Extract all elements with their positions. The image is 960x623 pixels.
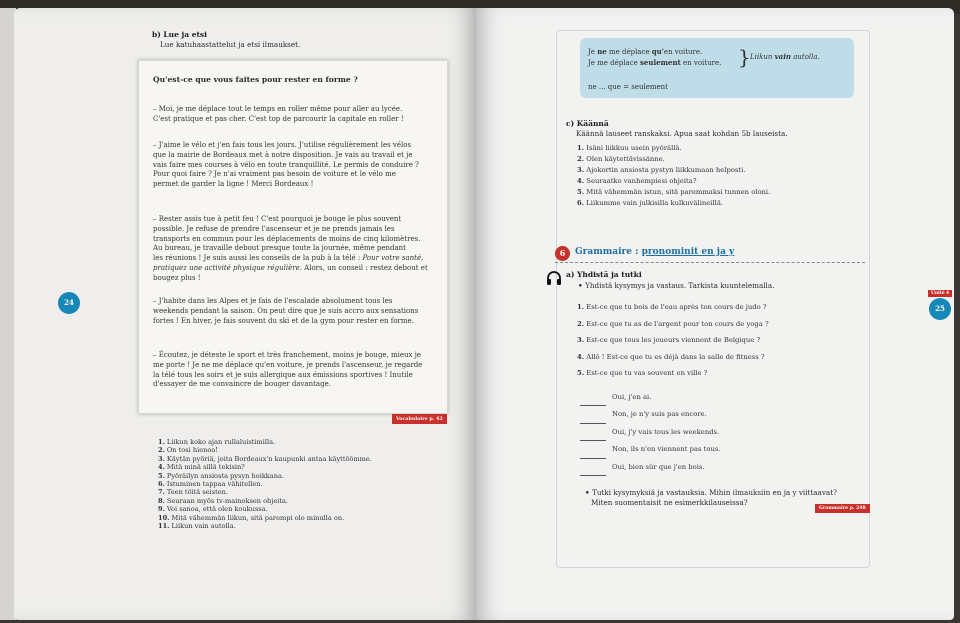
list-item: 7. Teen töitä seisten. [158, 488, 229, 497]
list-item: 3. Est-ce que tous les joueurs viennent de Belgique ? [577, 336, 761, 344]
article-line: que la mairie de Bordeaux met à notre disposition. Je vais au travail et je [153, 150, 413, 159]
list-item: 5. Pyöräilyn ansiosta pysyn hoikkana. [158, 471, 285, 480]
info-line-2: Je me déplace seulement en voiture. [588, 58, 722, 67]
section-a-label: a) Yhdistä ja tutki [566, 270, 642, 279]
article-line: Au bureau, je travaille debout presque toute la journée, même pendant [153, 244, 406, 253]
answer-blank[interactable] [580, 415, 606, 424]
list-item: 2. Est-ce que tu as de l'argent pour ton cours de yoga ? [577, 319, 769, 328]
question-list [577, 299, 769, 382]
list-item: 5. Mitä vähemmän istun, sitä paremmaksi tunnen oloni. [577, 187, 771, 196]
article-paragraph [153, 105, 435, 125]
list-item: 11. Liikun vain autolla. [158, 522, 236, 531]
grammar-reference-tag: Grammaire p. 248 [815, 504, 870, 513]
answer-list [580, 389, 721, 476]
list-item: 6. Istuminen tappaa vähitellen. [158, 480, 263, 489]
answer-blank[interactable] [580, 450, 606, 459]
info-gloss: Liikun vain autolla. [750, 52, 820, 61]
article-paragraph [153, 215, 435, 284]
section-b-instruction: Lue katuhaastattelut ja etsi ilmaukset. [160, 40, 301, 49]
section-a-instruction: • Yhdistä kysymys ja vastaus. Tarkista kuuntelemalla. [578, 281, 775, 290]
headphones-icon [546, 270, 562, 286]
expression-list [158, 438, 372, 530]
list-item: 10. Mitä vähemmän liikun, sitä parempi olo minulla on. [158, 513, 345, 522]
answer-row: Oui, j'en ai. [580, 389, 721, 406]
article-line: – J'aime le vélo et j'en fais tous les jours. J'utilise régulièrement les vélos [153, 141, 412, 149]
page-number-left: 24 [58, 292, 80, 314]
page-number-right: 25 [929, 298, 951, 320]
list-item: 4. Seuraatko vanhempiesi ohjeita? [577, 176, 697, 185]
tip-line: • Tutki kysymyksiä ja vastauksia. Mihin ilmauksiin en ja y viittaavat? [585, 488, 837, 497]
article-line: permet de garder la ligne ! Merci Bordeaux ! [153, 180, 314, 189]
answer-blank[interactable] [580, 432, 606, 441]
article-line: transports en commun pour les déplacements de moins de cinq kilomètres. [153, 234, 421, 243]
answer-row: Non, ils n'en viennent pas tous. [580, 441, 721, 458]
article-line: pratiquez une activité physique régulière. Alors, un conseil : restez debout et [153, 263, 428, 272]
article-line: bougez plus ! [153, 273, 201, 282]
section-c-label: c) Käännä [566, 119, 609, 128]
info-rule: ne ... que = seulement [588, 83, 668, 91]
article-line: d'essayer de me convaincre de bouger davantage. [153, 380, 331, 389]
article-line: – Moi, je me déplace tout le temps en roller même pour aller au lycée. [153, 105, 403, 113]
article-line: les réunions ! Je suis aussi les conseils de la pub à la télé : Pour votre santé, [153, 254, 424, 263]
article-line: – Rester assis tue à petit feu ! C'est pourquoi je bouge le plus souvent [153, 215, 402, 223]
list-item: 2. Olen käytettävissänne. [577, 154, 665, 163]
article-line: – Écoutez, je déteste le sport et très franchement, moins je bouge, mieux je [153, 351, 422, 359]
article-paragraph [153, 141, 435, 190]
article-line: possible. Je refuse de prendre l'ascenseur et je ne prends jamais les [153, 224, 395, 233]
grammar-info-box [580, 38, 854, 98]
article-line: vais faire mes courses à vélo en toute tranquillité. Le permis de conduire ? [153, 160, 419, 169]
list-item: 9. Voi sanoa, että olen koukussa. [158, 505, 268, 514]
article-line: me porte ! Je ne me déplace qu'en voiture, je prends l'ascenseur, je regarde [153, 360, 423, 369]
answer-row: Oui, j'y vais tous les weekends. [580, 424, 721, 441]
grammar-number-badge: 6 [555, 246, 570, 261]
grammar-heading [555, 246, 865, 263]
vocabulary-tag: Vocabulaire p. 42 [392, 414, 447, 424]
list-item: 2. On tosi hienoa! [158, 446, 218, 455]
translation-list [577, 143, 770, 208]
article-line: weekends pendant la saison. On peut dire que je suis accro aux sensations [153, 306, 419, 315]
article-line: – J'habite dans les Alpes et je fais de l'escalade absolument tous les [153, 297, 393, 305]
info-line-1: Je ne me déplace qu'en voiture. [588, 47, 703, 56]
list-item: 5. Est-ce que tu vas souvent en ville ? [577, 369, 708, 377]
list-item: 3. Ajokortin ansiosta pystyn liikkumaan helposti. [577, 165, 746, 174]
study-tip [585, 488, 837, 508]
answer-blank[interactable] [580, 467, 606, 476]
article-title: Qu'est-ce que vous faites pour rester en forme ? [153, 75, 358, 84]
section-c-instruction: Käännä lauseet ranskaksi. Apua saat kohdan 5b lauseista. [576, 129, 788, 138]
list-item: 1. Isäni liikkuu usein pyörällä. [577, 144, 682, 152]
article-line: fortes ! En hiver, je fais souvent du ski et de la gym pour rester en forme. [153, 316, 414, 325]
answer-blank[interactable] [580, 397, 606, 406]
list-item: 1. Liikun koko ajan rullaluistimilla. [158, 438, 276, 446]
list-item: 8. Seuraan myös tv-mainoksen ohjeita. [158, 496, 289, 505]
answer-row: Non, je n'y suis pas encore. [580, 406, 721, 423]
list-item: 4. Allô ! Est-ce que tu es déjà dans la salle de fitness ? [577, 352, 765, 361]
section-b-label: b) Lue ja etsi [152, 30, 208, 39]
unit-tag: Unité 4 [928, 290, 952, 297]
grammar-title: Grammaire : pronominit en ja y [575, 247, 735, 257]
interview-article [138, 60, 448, 414]
article-line: C'est pratique et pas cher. C'est top de parcourir la capitale en roller ! [153, 114, 404, 123]
article-line: la télé tous les soirs et je suis allergique aux émissions sportives ! Inutile [153, 370, 413, 379]
list-item: 3. Käytän pyöriä, joita Bordeaux'n kaupunki antaa käyttöömme. [158, 454, 372, 463]
article-paragraph [153, 351, 435, 390]
list-item: 6. Liikumme vain julkisilla kulkuvälineillä. [577, 198, 724, 207]
brace-icon: } [738, 45, 751, 69]
list-item: 1. Est-ce que tu bois de l'eau après ton cours de judo ? [577, 303, 767, 311]
answer-row: Oui, bien sûr que j'en bois. [580, 459, 721, 476]
tip-line: Miten suomentaisit ne esimerkkilauseissa? [591, 498, 748, 507]
list-item: 4. Mitä minä sillä tekisin? [158, 463, 245, 472]
article-paragraph [153, 297, 435, 326]
article-line: Pour quoi faire ? Je n'ai vraiment pas besoin de voiture et le vélo me [153, 170, 396, 179]
